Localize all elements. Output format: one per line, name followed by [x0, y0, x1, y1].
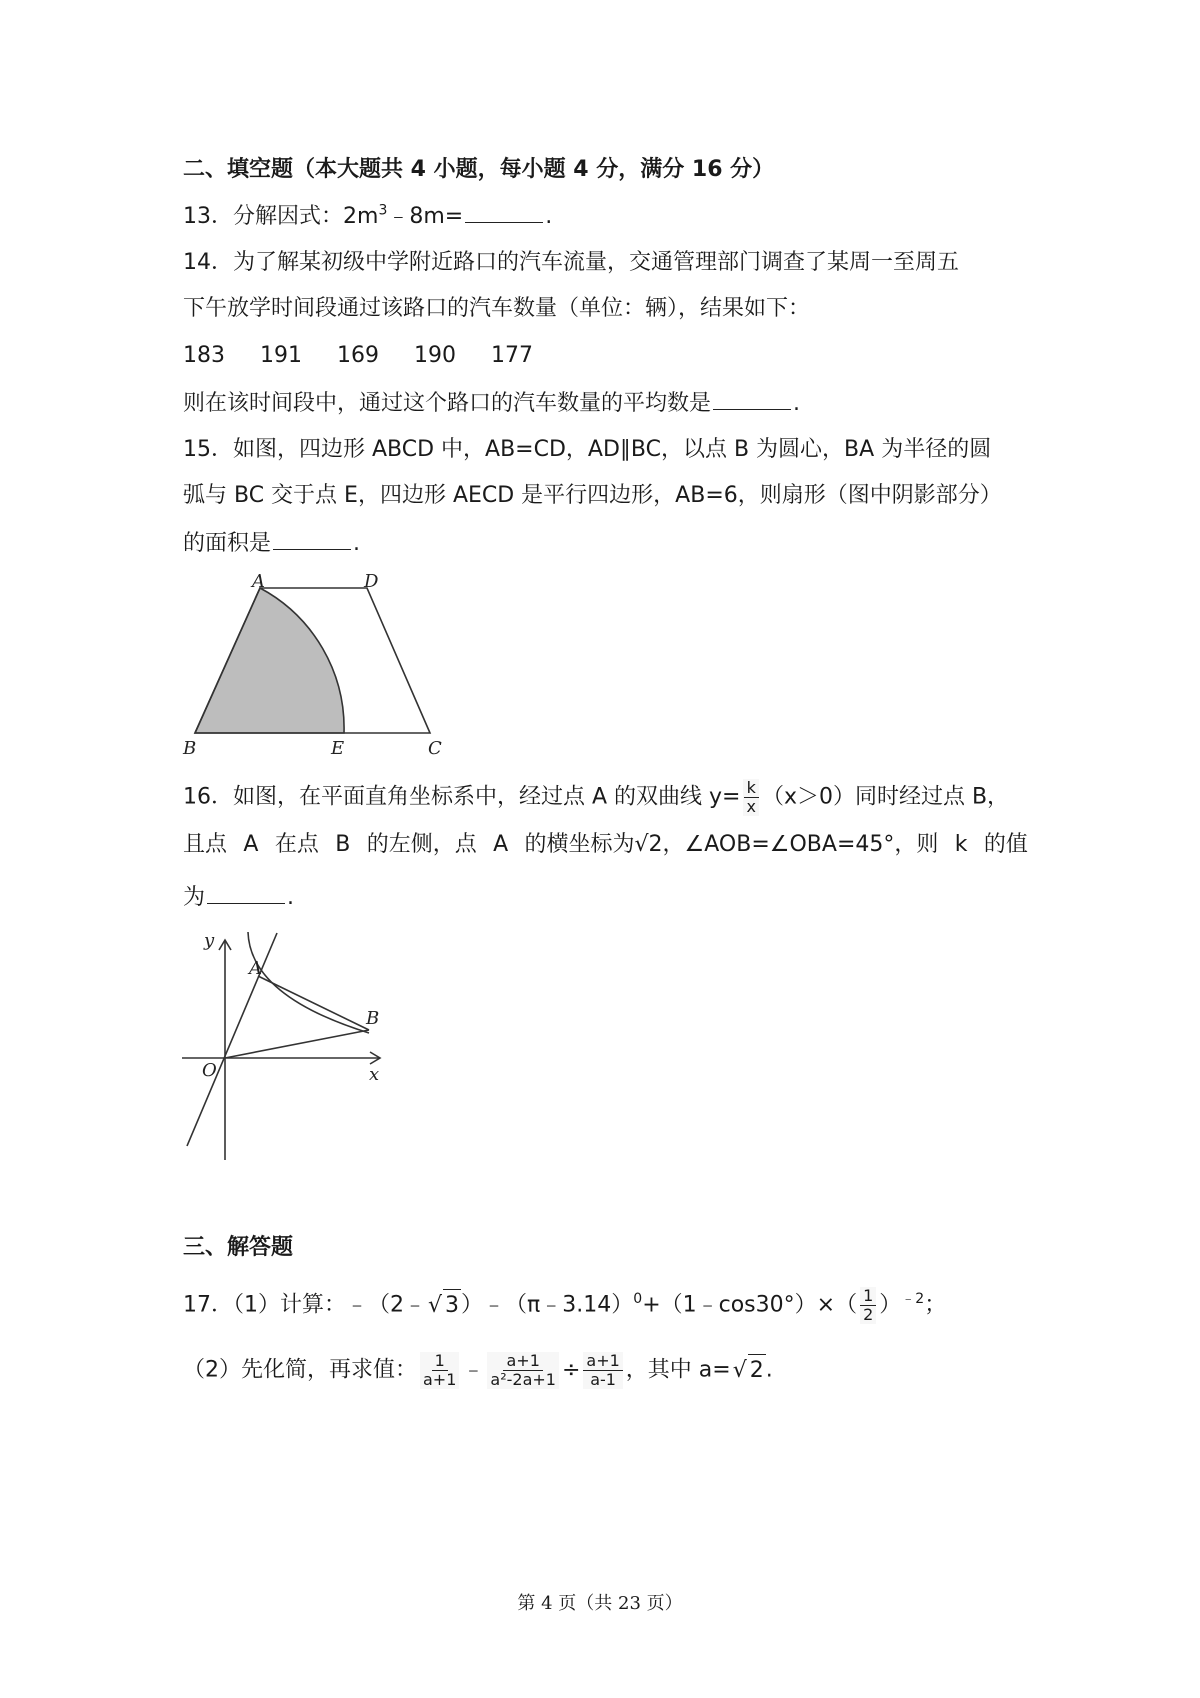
question-15-line1: 15．如图，四边形 ABCD 中，AB=CD，AD∥BC，以点 B 为圆心，BA 为半径的圆 [183, 437, 992, 462]
q17-text: （2）先化简，再求值： [183, 1357, 417, 1383]
frac-denominator: a²-2a+1 [490, 1370, 556, 1389]
label-a: A [252, 574, 265, 592]
q16-word: k [954, 832, 968, 857]
question-14-line1: 14．为了解某初级中学附近路口的汽车流量，交通管理部门调查了某周一至周五 [183, 250, 959, 275]
value-item: 190 [414, 343, 456, 368]
answer-blank [465, 200, 543, 223]
section-heading-fill-in: 二、填空题（本大题共 4 小题，每小题 4 分，满分 16 分） [183, 157, 775, 182]
q13-exponent: 3 [378, 202, 388, 219]
section-heading-answers: 三、解答题 [183, 1235, 294, 1260]
q13-tail: . [545, 204, 553, 229]
frac-numerator: k [744, 779, 759, 798]
q17-text: ，其中 a= [625, 1357, 731, 1383]
q16-tail: . [287, 885, 295, 910]
question-17-part1 [183, 1287, 946, 1324]
q17-text: ） [879, 1292, 902, 1318]
fraction-3 [583, 1352, 622, 1389]
frac-numerator: 1 [432, 1352, 448, 1371]
fraction-1 [420, 1352, 459, 1389]
frac-numerator: a+1 [583, 1352, 622, 1371]
label-e: E [331, 738, 345, 759]
segment-ab [258, 976, 369, 1030]
question-15-line3 [183, 527, 360, 560]
label-c: C [428, 738, 442, 759]
q15-prompt: 的面积是 [183, 531, 272, 556]
frac-numerator: 1 [860, 1287, 876, 1306]
q17-text: ； [924, 1292, 947, 1318]
question-13 [183, 200, 552, 233]
q17-text: . [765, 1357, 773, 1383]
sqrt-sign: √ [428, 1292, 443, 1318]
shaded-sector [195, 588, 344, 733]
q16-text: 16．如图，在平面直角坐标系中，经过点 A 的双曲线 y= [183, 784, 741, 810]
question-14-line2: 下午放学时间段通过该路口的汽车数量（单位：辆），结果如下： [183, 296, 811, 321]
q16-word: 的左侧，点 [366, 832, 477, 857]
divide-sign: ÷ [561, 1357, 581, 1383]
q14-prompt: 则在该时间段中，通过这个路口的汽车数量的平均数是 [183, 391, 712, 416]
q16-word: 在点 [274, 832, 319, 857]
exponent-zero: 0 [633, 1291, 643, 1308]
value-item: 169 [337, 343, 379, 368]
label-y: y [204, 930, 215, 951]
q16-word: A [243, 832, 259, 857]
fraction-one-half [860, 1287, 876, 1324]
q13-text-after: ﹣8m= [387, 204, 464, 229]
q16-word: 的值 [983, 832, 1028, 857]
sqrt-radicand: 3 [443, 1289, 461, 1322]
q14-tail: . [793, 391, 801, 416]
value-item: 191 [260, 343, 302, 368]
label-o: O [202, 1060, 217, 1081]
label-b: B [183, 738, 197, 759]
answer-blank [207, 881, 285, 904]
frac-denominator: a+1 [423, 1370, 457, 1389]
question-14-values [183, 340, 568, 372]
question-16-line3 [183, 881, 294, 914]
answer-blank [273, 527, 351, 550]
hyperbola-figure [180, 928, 390, 1163]
answer-blank [713, 387, 791, 410]
page-footer: 第 4 页（共 23 页） [517, 1593, 683, 1614]
value-item: 177 [491, 343, 533, 368]
label-d: D [364, 574, 379, 592]
segment-ob [225, 1030, 369, 1058]
q17-text: +（1﹣cos30°）×（ [642, 1292, 858, 1318]
frac-numerator: a+1 [503, 1352, 542, 1371]
exponent-neg-two: ﹣2 [901, 1291, 925, 1308]
hyperbola-curve [248, 932, 369, 1033]
trapezoid-figure [180, 574, 455, 759]
frac-denominator: x [746, 797, 756, 816]
q17-text: 17．（1）计算：﹣（2﹣ [183, 1292, 426, 1318]
q16-word: 且点 [183, 832, 228, 857]
q16-word: B [335, 832, 351, 857]
fraction-2 [487, 1352, 559, 1389]
q16-word: A [493, 832, 509, 857]
value-item: 183 [183, 343, 225, 368]
frac-denominator: 2 [863, 1305, 874, 1324]
label-b: B [366, 1008, 380, 1029]
fraction-k-over-x [743, 779, 758, 816]
sqrt-sign: √ [732, 1357, 747, 1383]
q16-word: 的横坐标为√2，∠AOB=∠OBA=45°，则 [524, 832, 939, 857]
minus-sign: ﹣ [462, 1357, 485, 1383]
q16-text-after: （x＞0）同时经过点 B， [761, 784, 1010, 810]
question-16-line2 [183, 829, 1028, 861]
question-17-part2 [183, 1352, 773, 1389]
question-15-line2: 弧与 BC 交于点 E，四边形 AECD 是平行四边形，AB=6，则扇形（图中阴影部分） [183, 483, 1002, 508]
line-through-o-and-a [187, 933, 277, 1146]
q13-text: 13．分解因式：2m [183, 204, 379, 229]
question-16-line1 [183, 779, 1009, 816]
sqrt-radicand: 2 [748, 1354, 766, 1387]
q15-tail: . [353, 531, 361, 556]
frac-denominator: a-1 [590, 1370, 616, 1389]
label-a: A [249, 958, 262, 979]
question-14-line4 [183, 387, 800, 420]
q16-prompt: 为 [183, 885, 206, 910]
label-x: x [369, 1064, 380, 1085]
q17-text: ）﹣（π﹣3.14） [461, 1292, 634, 1318]
